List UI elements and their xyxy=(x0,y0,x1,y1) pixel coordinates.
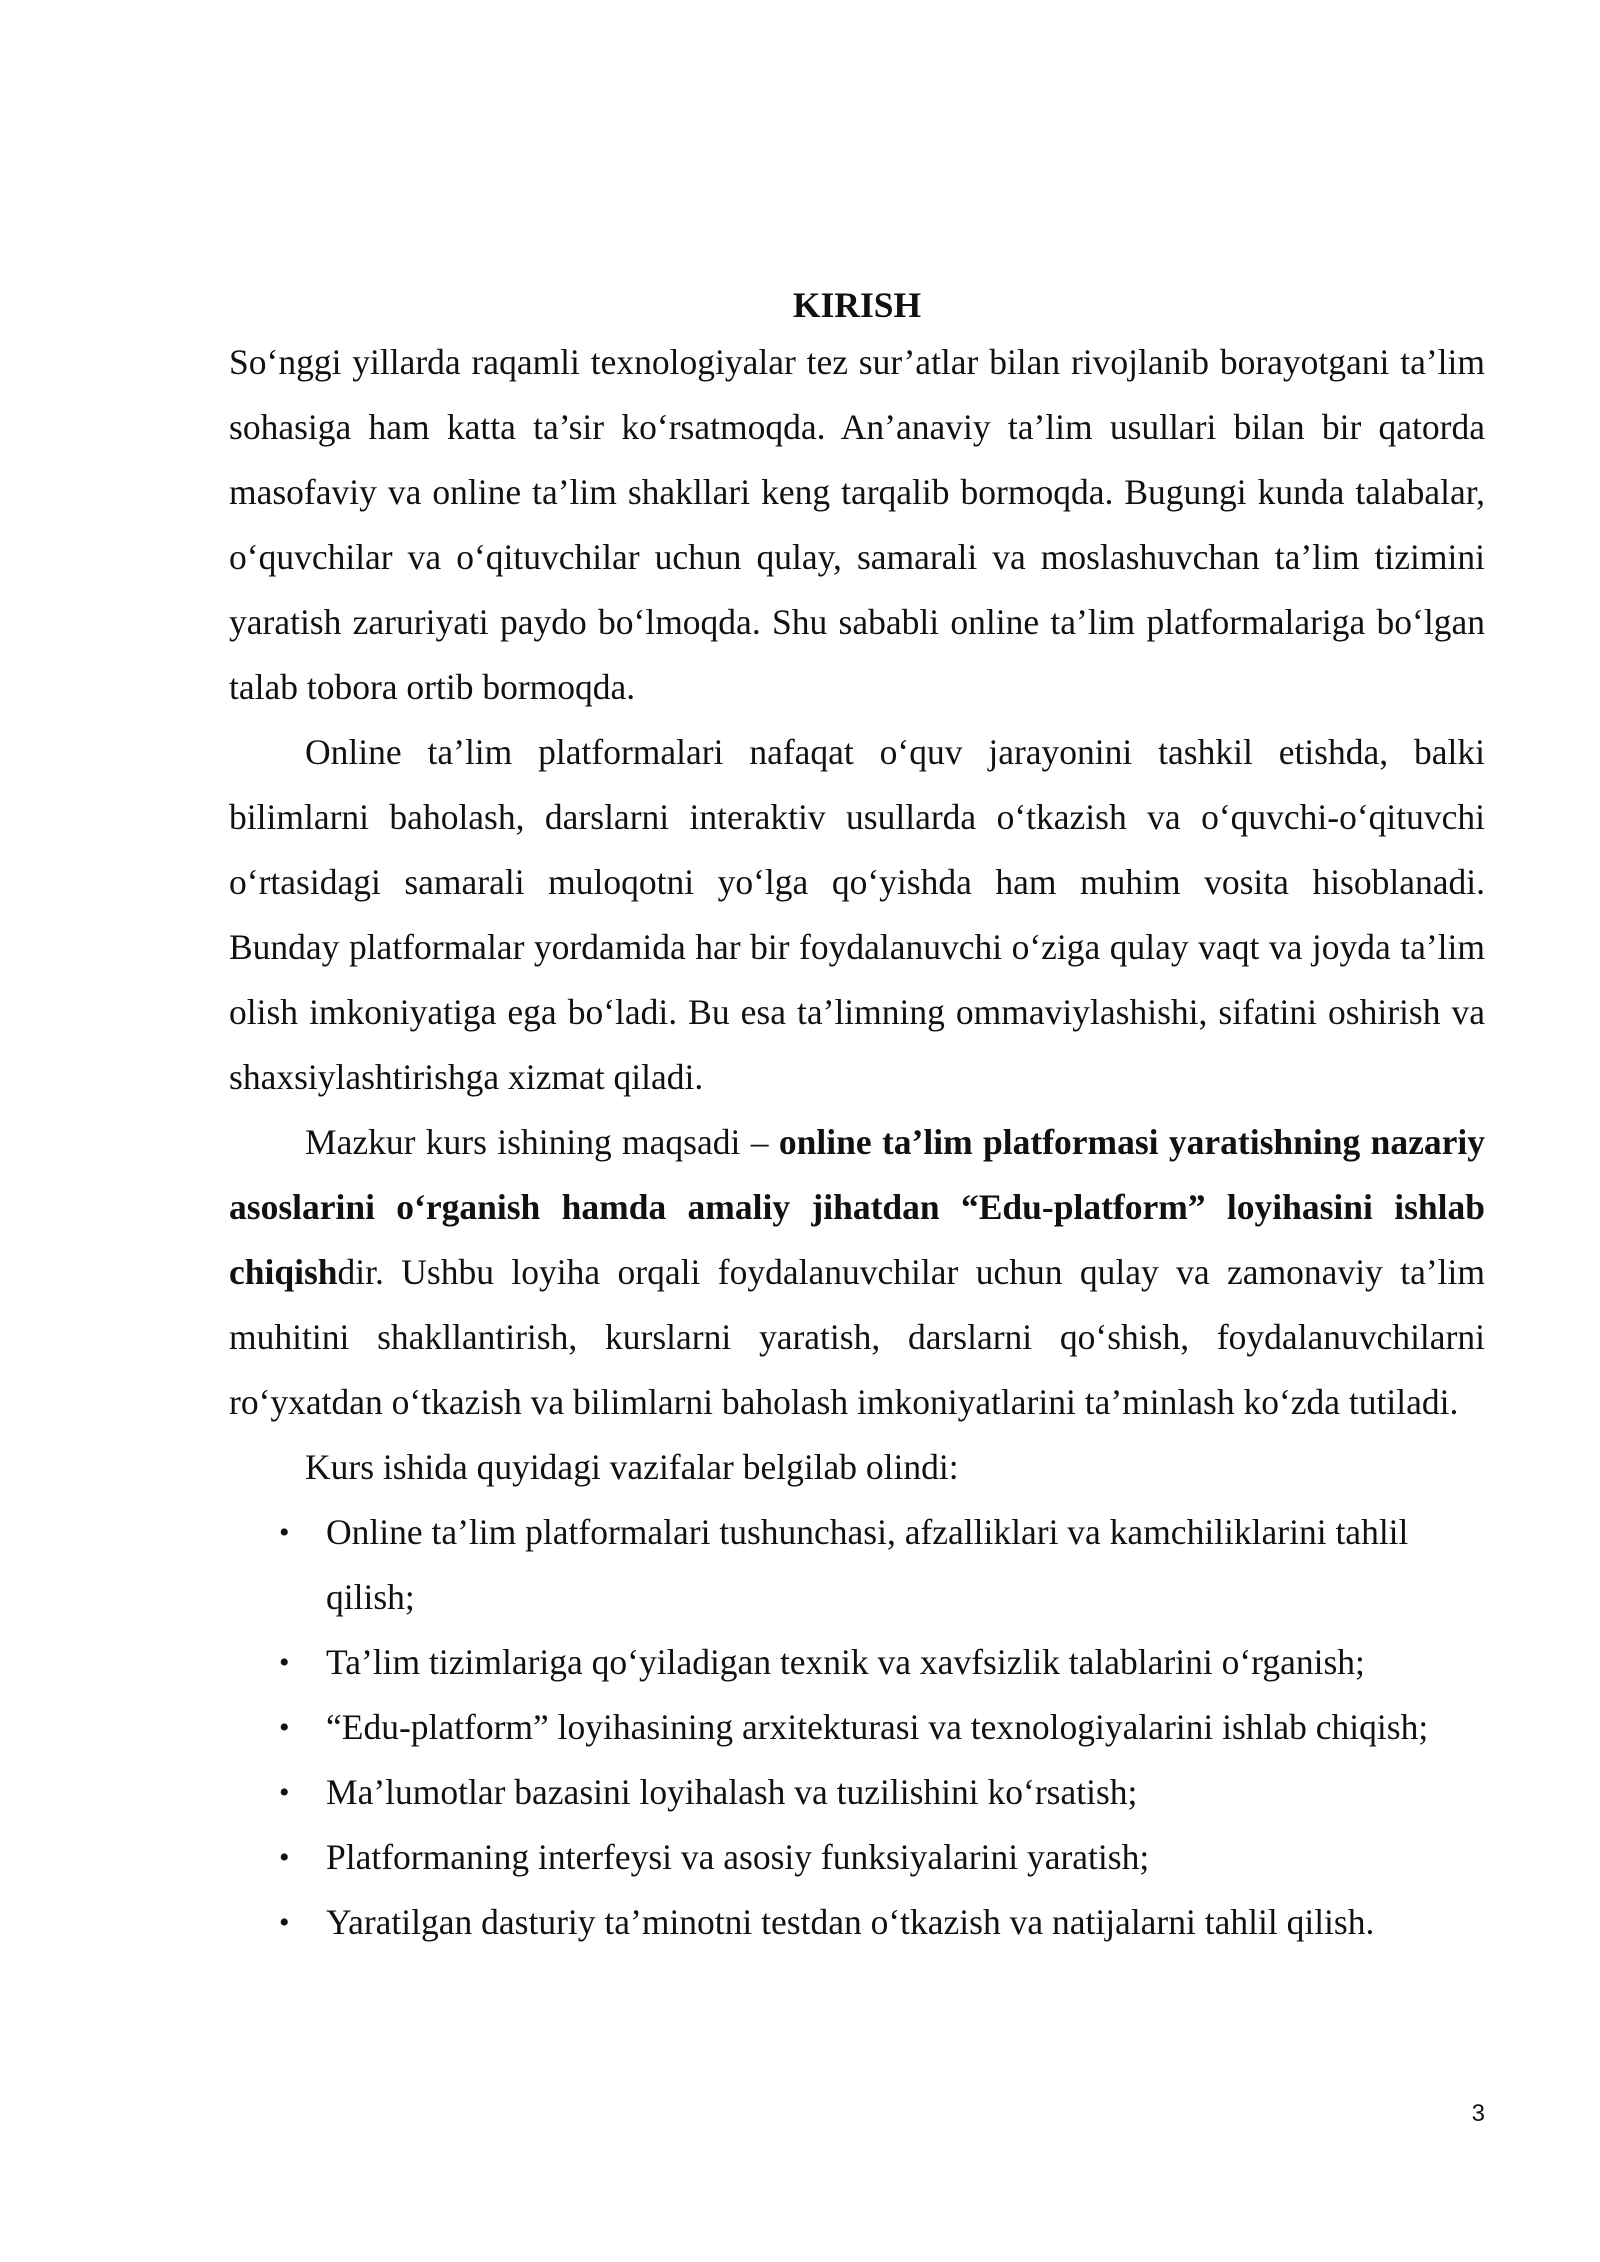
tasks-intro: Kurs ishida quyidagi vazifalar belgilab olindi: xyxy=(305,1447,959,1487)
paragraph-3 xyxy=(229,1110,1485,1435)
section-heading: KIRISH xyxy=(792,285,922,325)
paragraph-3-intro: Mazkur kurs ishining maqsadi – xyxy=(305,1122,779,1162)
bullet-icon: • xyxy=(279,1516,290,1549)
list-item-text: “Edu-platform” loyihasining arxitekturasi va texnologiyalarini ishlab chiqish; xyxy=(326,1707,1429,1747)
paragraph-3-rest: dir. Ushbu loyiha orqali foydalanuvchilar uchun qulay va zamonaviy ta’lim muhitini shakllantirish, kurslarni yaratish, darslarni qo‘shish, foydalanuvchilarni ro‘yxatdan o‘tkazish va bilimlarni baholash imkoniyatlarini ta’minlash ko‘zda tutiladi. xyxy=(229,1252,1485,1422)
list-item-text: Platformaning interfeysi va asosiy funksiyalarini yaratish; xyxy=(326,1837,1150,1877)
list-item xyxy=(229,1500,1485,1630)
list-item xyxy=(229,1695,1485,1760)
list-item xyxy=(229,1760,1485,1825)
paragraph-3-goal-bold: online ta’lim platformasi yaratishning nazariy asoslarini o‘rganish hamda amaliy jihatdan “Edu-platform” loyihasini ishlab chiqish xyxy=(229,1122,1486,1292)
list-item xyxy=(229,1630,1485,1695)
bullet-icon: • xyxy=(279,1711,290,1744)
list-item-text: Ma’lumotlar bazasini loyihalash va tuzilishini ko‘rsatish; xyxy=(326,1772,1138,1812)
tasks-list xyxy=(229,1500,1485,1955)
list-item-text: Yaratilgan dasturiy ta’minotni testdan o‘tkazish va natijalarni tahlil qilish. xyxy=(326,1902,1375,1942)
bullet-icon: • xyxy=(279,1646,290,1679)
list-item xyxy=(229,1825,1485,1890)
bullet-icon: • xyxy=(279,1776,290,1809)
list-item-text: Online ta’lim platformalari tushunchasi, afzalliklari va kamchiliklarini tahlil qilish; xyxy=(326,1512,1409,1617)
paragraph-2: Online ta’lim platformalari nafaqat o‘quv jarayonini tashkil etishda, balki bilimlarni baholash, darslarni interaktiv usullarda o‘tkazish va o‘quvchi-o‘qituvchi o‘rtasidagi samarali muloqotni yo‘lga qo‘yishda ham muhim vosita hisoblanadi. Bunday platformalar yordamida har bir foydalanuvchi o‘ziga qulay vaqt va joyda ta’lim olish imkoniyatiga ega bo‘ladi. Bu esa ta’limning ommaviylashishi, sifatini oshirish va shaxsiylashtirishga xizmat qiladi. xyxy=(229,732,1485,1097)
page-number: 3 xyxy=(1471,2100,1485,2127)
bullet-icon: • xyxy=(279,1841,290,1874)
bullet-icon: • xyxy=(279,1906,290,1939)
paragraph-1: So‘nggi yillarda raqamli texnologiyalar tez sur’atlar bilan rivojlanib borayotgani ta’lim sohasiga ham katta ta’sir ko‘rsatmoqda. An’anaviy ta’lim usullari bilan bir qatorda masofaviy va online ta’lim shakllari keng tarqalib bormoqda. Bugungi kunda talabalar, o‘quvchilar va o‘qituvchilar uchun qulay, samarali va moslashuvchan ta’lim tizimini yaratish zaruriyati paydo bo‘lmoqda. Shu sababli online ta’lim platformalariga bo‘lgan talab tobora ortib bormoqda. xyxy=(229,342,1485,707)
list-item xyxy=(229,1890,1485,1955)
page-content xyxy=(229,280,1485,1955)
list-item-text: Ta’lim tizimlariga qo‘yiladigan texnik va xavfsizlik talablarini o‘rganish; xyxy=(326,1642,1365,1682)
